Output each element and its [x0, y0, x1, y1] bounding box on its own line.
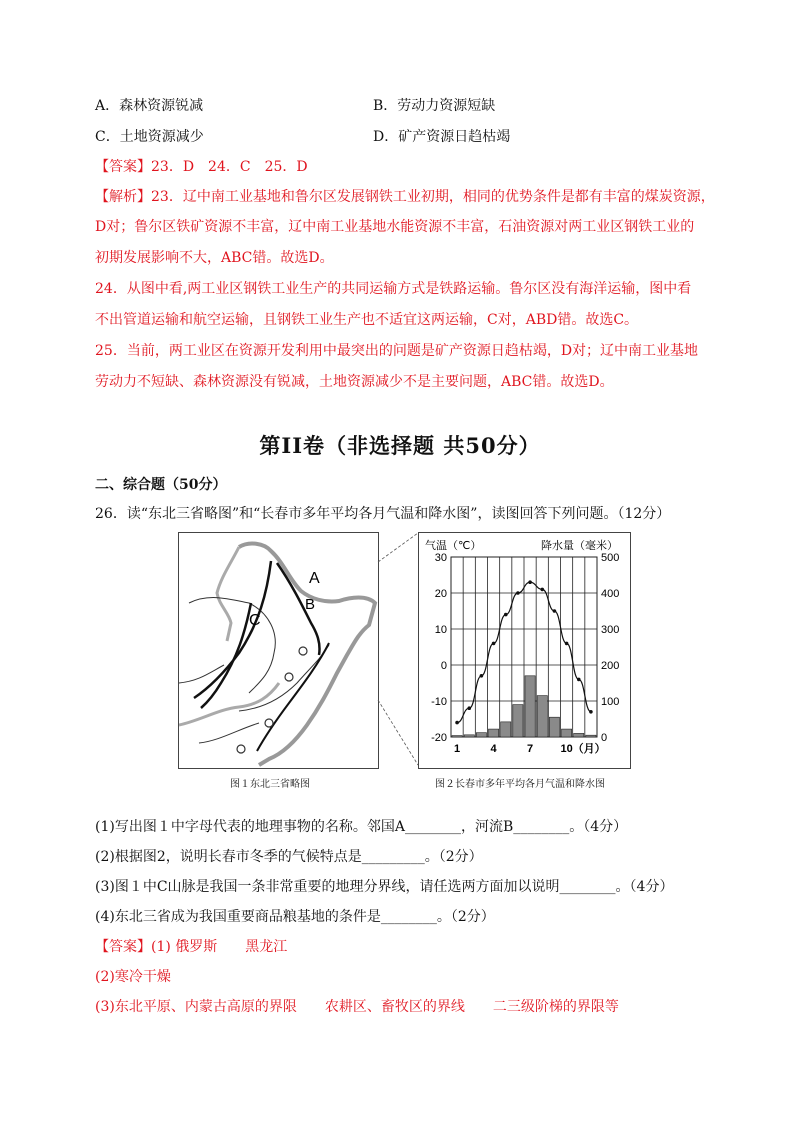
temp-tick-label: 0 — [440, 660, 447, 672]
climate-chart — [418, 532, 631, 769]
precip-bar — [562, 729, 572, 737]
month-tick-label: 10 — [560, 743, 573, 755]
map-label-a: A — [309, 570, 320, 587]
temperature-point — [492, 642, 496, 646]
precip-bar — [452, 736, 462, 737]
answer-block-1: 【答案】23．D 24．C 25．D — [95, 159, 308, 175]
precip-bar — [489, 729, 499, 737]
question-line: (2)根据图2，说明长春市冬季的气候特点是_________。（2分） — [95, 849, 483, 865]
map-label-b: B — [305, 596, 316, 613]
map-label-c: C — [249, 612, 261, 629]
question-line: (3)图１中C山脉是我国一条非常重要的地理分界线，请任选两方面加以说明________。（4分） — [95, 879, 674, 895]
temp-tick-label: 30 — [434, 552, 447, 564]
question-26-stem: 26．读“东北三省略图”和“长春市多年平均各月气温和降水图”，读图回答下列问题。（12分） — [95, 506, 671, 522]
precip-bar — [464, 735, 474, 737]
temp-tick-label: 10 — [434, 624, 447, 636]
precip-bar — [586, 735, 596, 737]
precip-tick-label: 400 — [601, 588, 620, 600]
precip-bar — [525, 676, 535, 737]
temperature-point — [565, 642, 569, 646]
month-tick-label: 1 — [454, 743, 461, 755]
question-line: (4)东北三省成为我国重要商品粮基地的条件是________。（2分） — [95, 909, 495, 925]
option-c: C．土地资源减少 — [95, 129, 204, 145]
temperature-point — [577, 678, 581, 682]
answer-line: 【答案】(1) 俄罗斯 黑龙江 — [95, 939, 288, 955]
precip-tick-label: 300 — [601, 624, 620, 636]
precip-tick-label: 200 — [601, 660, 620, 672]
precip-bar — [574, 733, 584, 737]
analysis-line: 劳动力不短缺、森林资源没有锐减，土地资源减少不是主要问题，ABC错。故选D。 — [95, 374, 614, 390]
precip-bar — [537, 696, 547, 737]
option-a: A．森林资源锐减 — [95, 98, 204, 114]
question-line: (1)写出图１中字母代表的地理事物的名称。邻国A________，河流B________。（4分） — [95, 819, 628, 835]
chart-caption: 图２长春市多年平均各月气温和降水图 — [435, 779, 605, 790]
precip-tick-label: 100 — [601, 696, 620, 708]
answer-line: (3)东北平原、内蒙古高原的界限 农耕区、畜牧区的界线 二三级阶梯的界限等 — [95, 999, 619, 1015]
temp-tick-label: -20 — [431, 732, 447, 744]
month-unit-label: （月） — [572, 742, 606, 755]
analysis-line: 初期发展影响不大，ABC错。故选D。 — [95, 250, 334, 266]
temperature-point — [553, 609, 557, 613]
precip-bar — [501, 722, 511, 737]
right-axis-label: 降水量（毫米） — [541, 539, 618, 552]
precip-tick-label: 500 — [601, 552, 620, 564]
temperature-point — [480, 674, 484, 678]
section-title: 第II卷（非选择题 共50分） — [259, 433, 541, 458]
option-b: B．劳动力资源短缺 — [373, 98, 496, 114]
answer-line: (2)寒冷干燥 — [95, 969, 171, 985]
section-subtitle: 二、综合题（50分） — [95, 477, 227, 493]
climate-chart-svg — [419, 533, 630, 768]
month-tick-label: 7 — [527, 743, 534, 755]
temp-tick-label: -10 — [431, 696, 447, 708]
precip-bar — [476, 733, 486, 737]
precip-tick-label: 0 — [601, 732, 608, 744]
temperature-point — [467, 706, 471, 710]
temp-tick-label: 20 — [434, 588, 447, 600]
analysis-line: 【解析】23．辽中南工业基地和鲁尔区发展钢铁工业初期，相同的优势条件是都有丰富的煤炭资源， — [95, 189, 715, 205]
map-caption: 图１东北三省略图 — [230, 779, 310, 790]
left-axis-label: 气温（℃） — [425, 539, 482, 552]
temperature-point — [528, 580, 532, 584]
analysis-line: 25．当前，两工业区在资源开发利用中最突出的问题是矿产资源日趋枯竭，D对；辽中南工业基地 — [95, 343, 699, 359]
temperature-point — [455, 721, 459, 725]
month-tick-label: 4 — [490, 743, 497, 755]
temperature-point — [516, 591, 520, 595]
temperature-point — [589, 710, 593, 714]
temperature-point — [504, 613, 508, 617]
temperature-point — [540, 588, 544, 592]
analysis-line: 不出管道运输和航空运输，且钢铁工业生产也不适宜这两运输，C对，ABD错。故选C。 — [95, 312, 639, 328]
option-d: D．矿产资源日趋枯竭 — [373, 129, 511, 145]
precip-bar — [549, 717, 559, 737]
precip-bar — [513, 705, 523, 737]
analysis-line: D对；鲁尔区铁矿资源不丰富，辽中南工业基地水能资源不丰富，石油资源对两工业区钢铁工业的 — [95, 219, 695, 235]
analysis-line: 24．从图中看,两工业区钢铁工业生产的共同运输方式是铁路运输。鲁尔区没有海洋运输，图中看 — [95, 281, 692, 297]
